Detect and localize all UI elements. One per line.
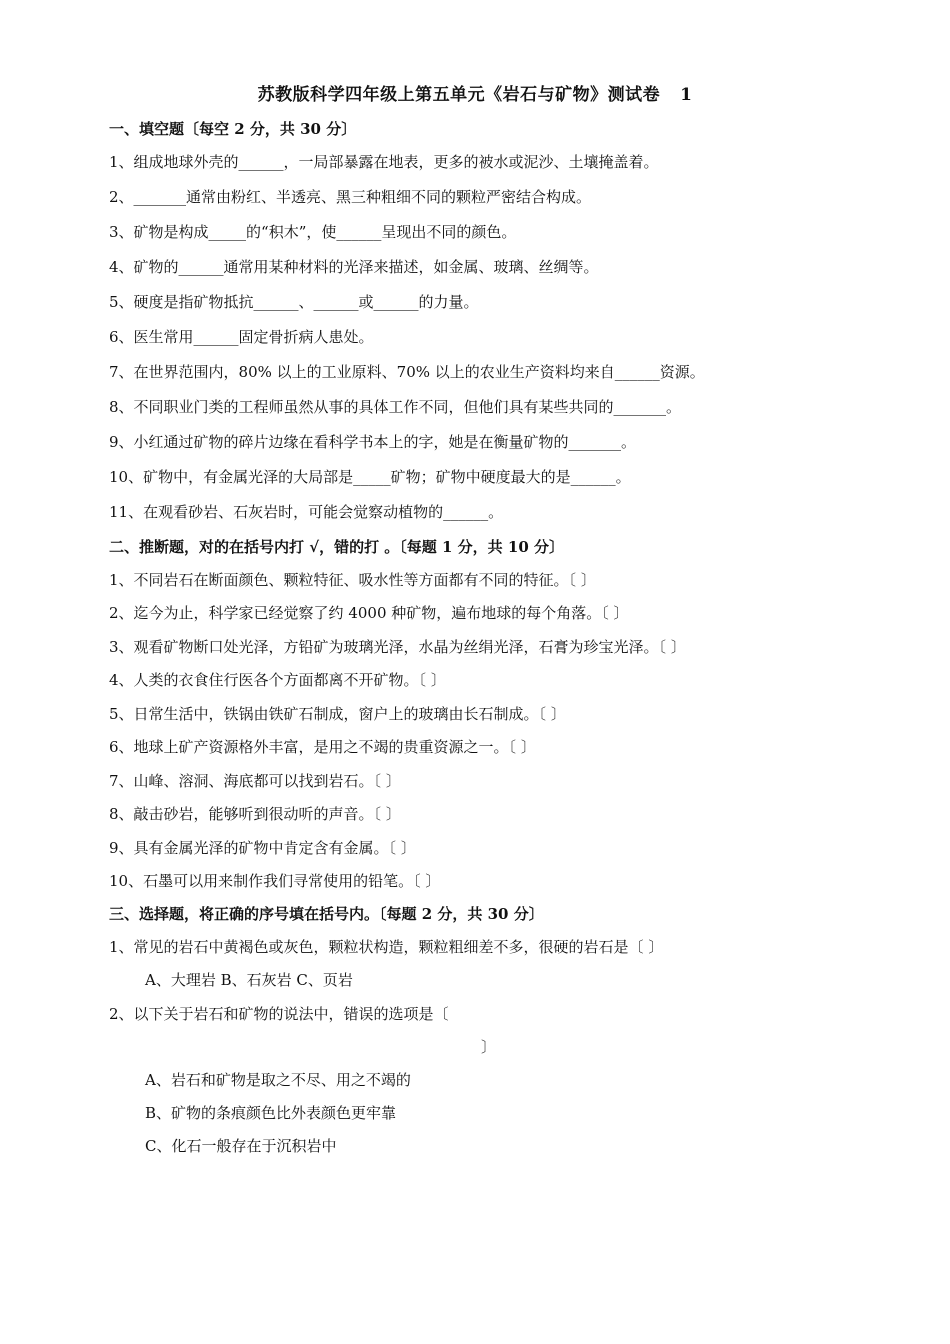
judge-question-4: 4、人类的衣食住行医各个方面都离不开矿物。〔 〕 xyxy=(109,671,446,689)
fill-question-5: 5、硬度是指矿物抵抗______、______或______的力量。 xyxy=(109,293,479,311)
judge-question-10: 10、石墨可以用来制作我们寻常使用的铅笔。〔 〕 xyxy=(109,872,441,890)
fill-question-6: 6、医生常用______固定骨折病人患处。 xyxy=(109,328,374,346)
judge-question-3: 3、观看矿物断口处光泽，方铅矿为玻璃光泽，水晶为丝绢光泽，石膏为珍宝光泽。〔 〕 xyxy=(109,638,686,656)
judge-question-5: 5、日常生活中，铁锅由铁矿石制成，窗户上的玻璃由长石制成。〔 〕 xyxy=(109,705,566,723)
judge-question-7: 7、山峰、溶洞、海底都可以找到岩石。〔 〕 xyxy=(109,772,401,790)
exam-title xyxy=(0,80,950,105)
fill-question-3: 3、矿物是构成_____的“积木”，使______呈现出不同的颜色。 xyxy=(109,223,517,241)
exam-title-text: 苏教版科学四年级上第五单元《岩石与矿物》测试卷 xyxy=(257,85,661,105)
fill-question-9: 9、小红通过矿物的碎片边缘在看科学书本上的字，她是在衡量矿物的_______。 xyxy=(109,433,637,451)
judge-question-6: 6、地球上矿产资源格外丰富，是用之不竭的贵重资源之一。〔 〕 xyxy=(109,738,536,756)
section2-heading: 二、推断题，对的在括号内打 √，错的打 。〔每题 1 分，共 10 分〕 xyxy=(109,538,565,556)
fill-question-4: 4、矿物的______通常用某种材料的光泽来描述，如金属、玻璃、丝绸等。 xyxy=(109,258,599,276)
choice-question-1-options: A、大理岩 B、石灰岩 C、页岩 xyxy=(145,971,353,989)
choice-question-2-option-a: A、岩石和矿物是取之不尽、用之不竭的 xyxy=(145,1071,411,1089)
section3-heading: 三、选择题，将正确的序号填在括号内。〔每题 2 分，共 30 分〕 xyxy=(109,905,544,923)
fill-question-1: 1、组成地球外壳的______，一局部暴露在地表，更多的被水或泥沙、土壤掩盖着。 xyxy=(109,153,659,171)
judge-question-9: 9、具有金属光泽的矿物中肯定含有金属。〔 〕 xyxy=(109,839,416,857)
judge-question-1: 1、不同岩石在断面颜色、颗粒特征、吸水性等方面都有不同的特征。〔 〕 xyxy=(109,571,596,589)
judge-question-8: 8、敲击砂岩，能够听到很动听的声音。〔 〕 xyxy=(109,805,401,823)
fill-question-7: 7、在世界范围内，80% 以上的工业原料、70% 以上的农业生产资料均来自______资源。 xyxy=(109,363,705,381)
section1-heading: 一、填空题〔每空 2 分，共 30 分〕 xyxy=(109,120,357,138)
fill-question-8: 8、不同职业门类的工程师虽然从事的具体工作不同，但他们具有某些共同的_______。 xyxy=(109,398,682,416)
fill-question-10: 10、矿物中，有金属光泽的大局部是_____矿物；矿物中硬度最大的是______。 xyxy=(109,468,631,486)
choice-question-2-option-c: C、化石一般存在于沉积岩中 xyxy=(145,1137,337,1155)
choice-question-1: 1、常见的岩石中黄褐色或灰色，颗粒状构造，颗粒粗细差不多，很硬的岩石是〔 〕 xyxy=(109,938,664,956)
fill-question-2: 2、_______通常由粉红、半透亮、黑三种粗细不同的颗粒严密结合构成。 xyxy=(109,188,592,206)
judge-question-2: 2、迄今为止，科学家已经觉察了约 4000 种矿物，遍布地球的每个角落。〔 〕 xyxy=(109,604,629,622)
choice-question-2-close-paren: 〕 xyxy=(481,1038,497,1056)
exam-title-number: 1 xyxy=(680,85,693,105)
choice-question-2-option-b: B、矿物的条痕颜色比外表颜色更牢靠 xyxy=(145,1104,397,1122)
choice-question-2: 2、以下关于岩石和矿物的说法中，错误的选项是〔 xyxy=(109,1005,449,1023)
fill-question-11: 11、在观看砂岩、石灰岩时，可能会觉察动植物的______。 xyxy=(109,503,504,521)
